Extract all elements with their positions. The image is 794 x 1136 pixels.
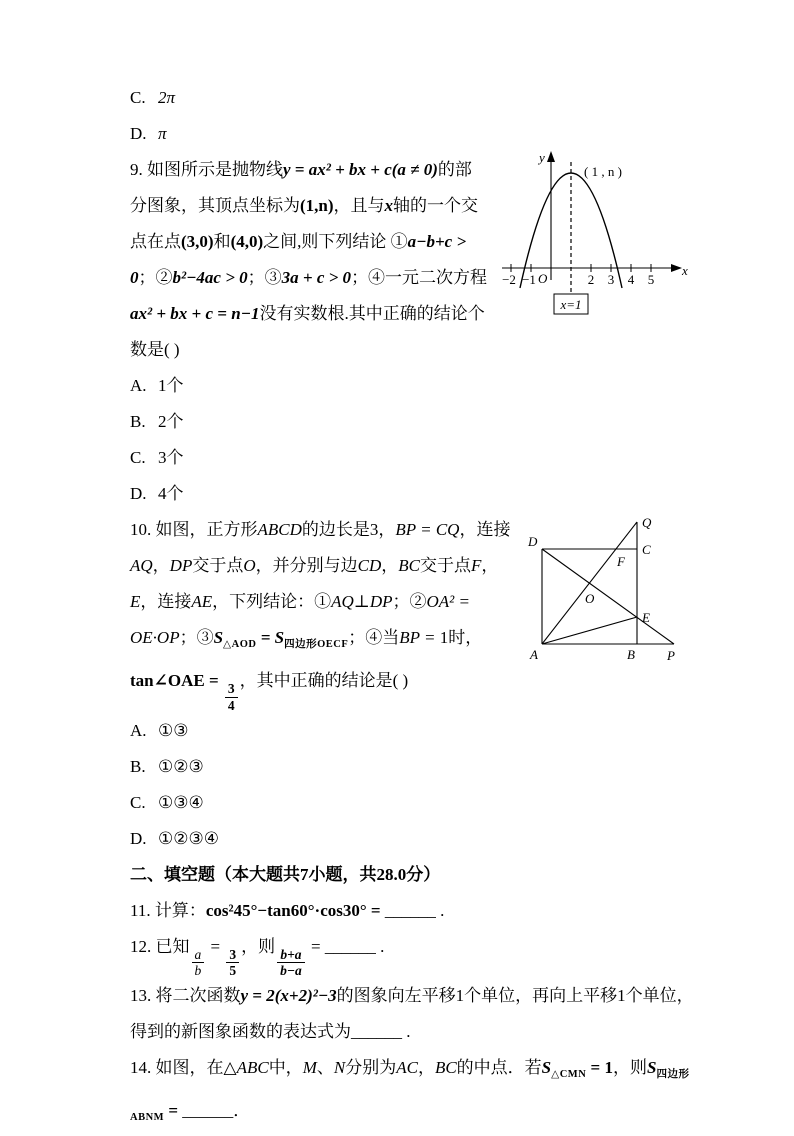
label-B: B [627, 647, 635, 662]
figure-lines [542, 522, 674, 644]
label-F: F [617, 554, 625, 569]
label-O: O [585, 591, 595, 606]
segment-AE [542, 617, 637, 644]
label-Q: Q [642, 515, 652, 530]
tick-label-3: 3 [607, 272, 615, 287]
question-10-option-c: C. ①③④ [130, 792, 204, 812]
question-10 [130, 512, 694, 857]
question-12-text: 12. 已知 $\frac{a}{b}$ = $\frac{3}{5}$ ，则 $\frac{b+a}{b-a}$ = ______ . [130, 936, 385, 979]
question-9-option-c: C. 3个 [130, 448, 184, 467]
question-10-option-d: D. ①②③④ [130, 828, 219, 848]
question-13-text: 13. 将二次函数y = 2(x+2)²−3的图象向左平移1个单位，再向上平移1个单位，得到的新图象函数的表达式为______ . [130, 986, 694, 1042]
question-11-text: 11. 计算：cos²45°−tan60°·cos30° = ______ . [130, 900, 445, 920]
question-14-text: 14. 如图，在△ABC中，M、N分别为AC，BC的中点．若$S_{\triangle CMN} = 1$，则$S_{四边形ABNM}$ = ______． [130, 1058, 690, 1124]
section-2-header: 二、填空题（本大题共7小题，共28.0分） [130, 864, 441, 884]
question-9-option-a: A. 1个 [130, 376, 184, 395]
tick-label-2: 2 [587, 272, 595, 287]
x-axis-arrow [671, 264, 682, 272]
question-10-option-b: B. ①②③ [130, 756, 204, 776]
tick-label-4: 4 [627, 272, 635, 287]
question-9-text: 9. 如图所示是抛物线y = ax² + bx + c(a ≠ 0)的部分图象，其顶点坐标为(1,n)，且与x轴的一个交点在点(3,0)和(4,0)之间,则下列结论 ①a−b+c > 0；②b²−4ac > 0；③3a + c > 0；④一元二次方程ax² + bx + c = n−1没有实数根.其中正确的结论个数是( ) [130, 160, 488, 359]
y-axis-label: y [539, 150, 545, 165]
symmetry-label: x=1 [560, 297, 582, 312]
tick-label-5: 5 [647, 272, 655, 287]
prev-option-c: C. 2π [130, 88, 176, 107]
parabola-figure [496, 148, 694, 324]
y-axis-arrow [547, 151, 555, 162]
question-10-option-a: A. ①③ [130, 720, 189, 740]
label-A: A [530, 647, 538, 662]
question-9-option-d: D. 4个 [130, 484, 184, 503]
question-9 [130, 152, 694, 512]
label-D: D [528, 534, 538, 549]
label-P: P [667, 648, 675, 663]
question-10-text: 10. 如图，正方形ABCD的边长是3，BP = CQ，连接AQ，DP交于点O，并分别与边CD，BC交于点F，E，连接AE，下列结论：①AQ⊥DP；②OA² = OE·OP；$③S_{\triangle AOD} = S_{四边形OECF}$；④当BP = 1时，tan∠OAE = $\frac{3}{4}$ ，其中正确的结论是( ) [130, 520, 511, 713]
question-9-option-b: B. 2个 [130, 412, 184, 431]
prev-option-d: D. π [130, 124, 167, 143]
origin-label: O [538, 271, 548, 286]
tick-label-minus1: −1 [522, 272, 536, 287]
label-C: C [642, 542, 651, 557]
label-E: E [642, 610, 650, 625]
vertex-label: ( 1 , n ) [584, 164, 622, 179]
x-axis-label: x [682, 263, 688, 278]
tick-label-minus2: −2 [502, 272, 516, 287]
square-figure [522, 514, 694, 674]
segment-DP [542, 549, 674, 644]
